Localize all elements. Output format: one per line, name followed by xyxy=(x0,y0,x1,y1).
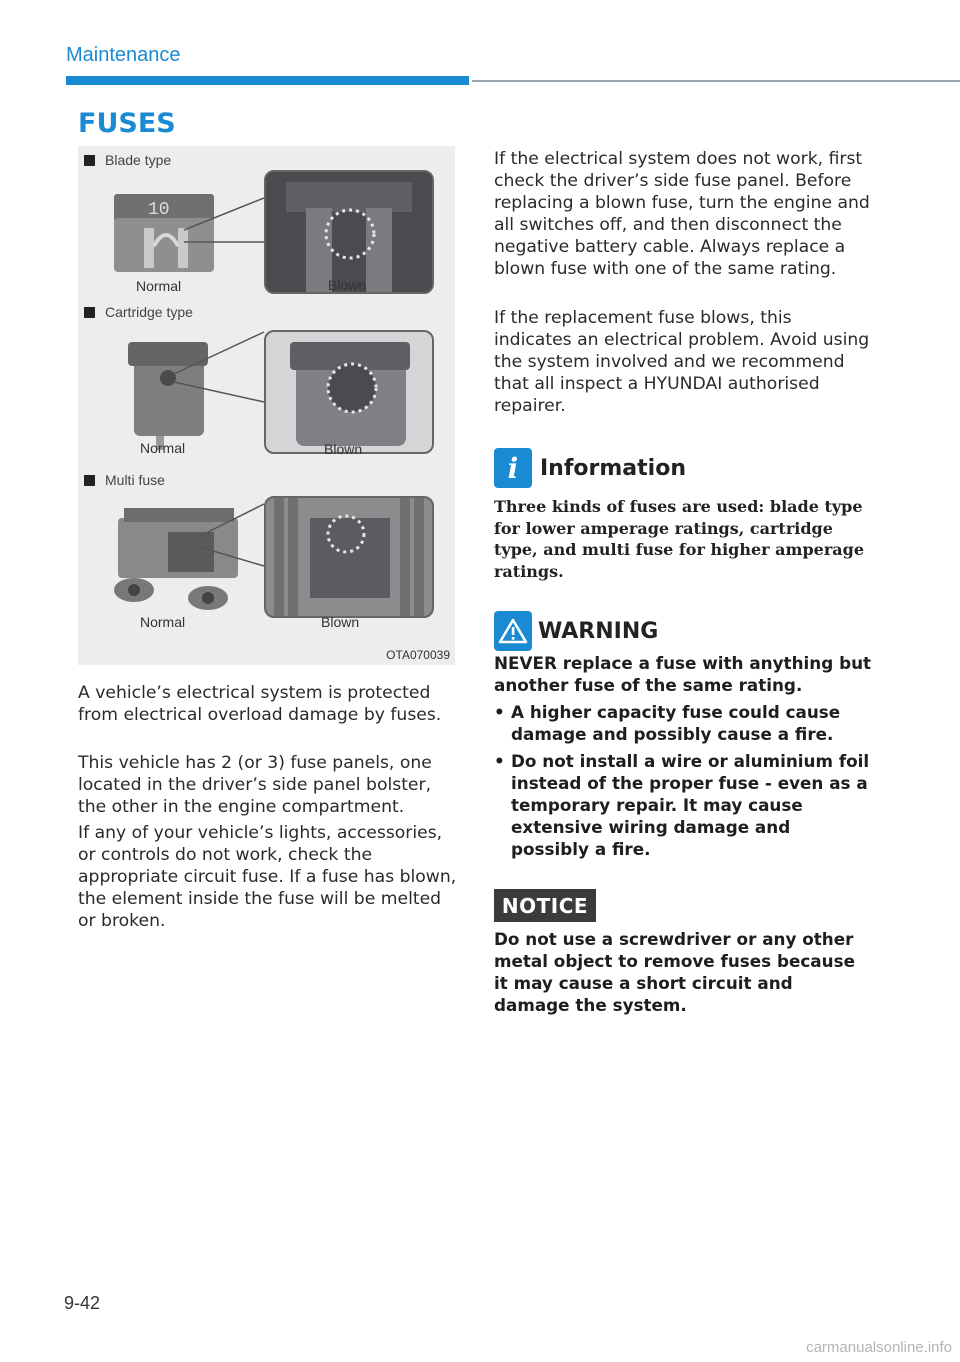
blade-blown-zoom xyxy=(264,170,434,294)
paragraph: If the replacement fuse blows, this indicates an electrical problem. Avoid using the system involved and we recommend that all inspect a HYUNDAI authorised repairer. xyxy=(494,308,870,416)
warning-list xyxy=(494,701,874,865)
list-item: • A higher capacity fuse could cause damage and possibly cause a fire. xyxy=(494,701,874,745)
blade-normal-label: Normal xyxy=(136,278,182,294)
blade-rating-text: 10 xyxy=(148,200,170,220)
warning-header xyxy=(494,611,658,651)
page-number: 9-42 xyxy=(64,1293,101,1313)
header-rule-accent xyxy=(66,76,469,85)
multi-fuse-normal-image xyxy=(114,508,238,610)
cartridge-fuse-normal-image xyxy=(128,342,208,450)
paragraph: If any of your vehicle’s lights, accessories, or controls do not work, check the appropriate circuit fuse. If a fuse has blown, the element inside the fuse will be melted or broken. xyxy=(78,823,457,931)
paragraph: A vehicle’s electrical system is protected from electrical overload damage by fuses. xyxy=(78,683,442,725)
multi-fuse-caption: Multi fuse xyxy=(84,472,165,488)
warning-title: WARNING xyxy=(538,618,659,644)
blade-type-caption: Blade type xyxy=(84,152,171,168)
paragraph: If the electrical system does not work, first check the driver’s side fuse panel. Before replacing a blown fuse, turn the engine and all switches off, and then disconnect the negative battery cable. Always replace a blown fuse with one of the same rating. xyxy=(494,149,870,279)
fuse-figure xyxy=(78,146,455,665)
information-body: Three kinds of fuses are used: blade type for lower amperage ratings, cartridge type, and multi fuse for higher amperage ratings. xyxy=(494,497,864,581)
warning-icon xyxy=(494,611,532,651)
section-title: Maintenance xyxy=(66,44,181,66)
multi-blown-label: Blown xyxy=(321,614,360,630)
info-icon: i xyxy=(494,448,532,488)
watermark: carmanualsonline.info xyxy=(806,1339,952,1356)
cartridge-blown-label: Blown xyxy=(324,441,363,457)
header-rule xyxy=(472,80,960,82)
information-title: Information xyxy=(540,455,686,481)
information-header xyxy=(494,448,686,488)
paragraph: This vehicle has 2 (or 3) fuse panels, one located in the driver’s side panel bolster, the other in the engine compartment. xyxy=(78,753,432,817)
notice-tag: NOTICE xyxy=(494,889,596,922)
multi-normal-label: Normal xyxy=(140,614,186,630)
warning-intro: NEVER replace a fuse with anything but another fuse of the same rating. xyxy=(494,653,872,695)
figure-code: OTA070039 xyxy=(386,648,450,662)
blade-blown-label: Blown xyxy=(328,277,367,293)
cartridge-normal-label: Normal xyxy=(140,440,186,456)
page-heading: FUSES xyxy=(78,108,176,139)
cartridge-type-caption: Cartridge type xyxy=(84,304,193,320)
multi-blown-zoom xyxy=(264,496,434,618)
cartridge-blown-zoom xyxy=(264,330,434,454)
list-item: • Do not install a wire or aluminium foil instead of the proper fuse - even as a temporary repair. It may cause extensive wiring damage and possibly a fire. xyxy=(494,750,874,860)
blade-fuse-normal-image xyxy=(114,194,214,272)
notice-body: Do not use a screwdriver or any other metal object to remove fuses because it may cause a short circuit and damage the system. xyxy=(494,929,855,1015)
